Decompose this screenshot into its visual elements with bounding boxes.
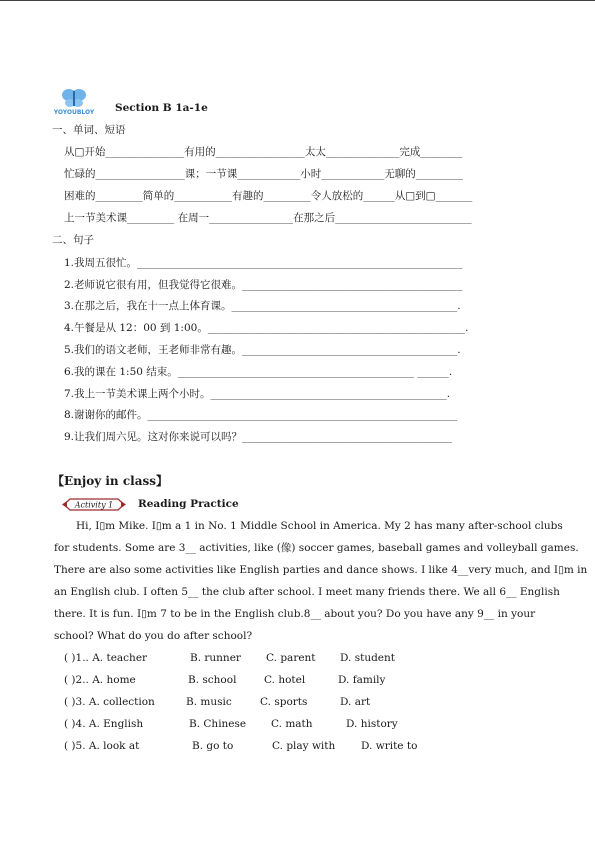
passage-line: There are also some activities like English parties and dance shows. I like 4__very much, and I▯m in — [54, 564, 588, 576]
option-c: C. sports — [260, 696, 308, 708]
top-border-line — [0, 0, 595, 1]
sentence-row: 9.让我们周六见。这对你来说可以吗？________________________________________ — [64, 431, 453, 443]
sentence-row: 4.午餐是从 12：00 到 1:00。_________________________________________________. — [64, 322, 469, 334]
option-b: B. music — [186, 696, 232, 708]
vocab-row: 从□开始_______________有用的_________________太太______________完成________ — [64, 146, 463, 158]
question-item-3: ( )3. A. collection — [64, 696, 155, 708]
sentence-row: 6.我的课在 1:50 结束。_____________________________________________ ______. — [64, 366, 453, 378]
butterfly-logo-icon — [54, 86, 94, 116]
part1-heading: 一、单词、短语 — [52, 124, 126, 136]
sentence-row: 3.在那之后，我在十一点上体育课。___________________________________________. — [64, 300, 461, 312]
passage-line: for students. Some are 3__ activities, like (像) soccer games, baseball games and volleyball games. — [54, 542, 579, 554]
vocab-row: 忙碌的_________________课；一节课____________小时____________无聊的_________ — [64, 168, 463, 180]
option-c: C. play with — [272, 740, 336, 752]
passage-line: school? What do you do after school? — [54, 630, 253, 642]
vocab-row: 困难的_________简单的___________有趣的_________令人放松的______从□到□_______ — [64, 190, 473, 202]
activity-badge-label: Activity 1 — [74, 500, 114, 510]
sentence-row: 5.我们的语文老师，王老师非常有趣。_________________________________________. — [64, 344, 461, 356]
passage-line: an English club. I often 5__ the club after school. I meet many friends there. We all 6__ English — [54, 586, 560, 598]
question-item-4: ( )4. A. English — [64, 718, 144, 730]
option-b: B. go to — [192, 740, 234, 752]
sentence-row: 2.老师说它很有用，但我觉得它很难。__________________________________________ — [64, 279, 463, 291]
option-b: B. runner — [190, 652, 241, 664]
option-d: D. history — [346, 718, 398, 730]
section-title: Section B 1a-1e — [115, 102, 208, 114]
option-c: C. hotel — [264, 674, 306, 686]
logo-text: YOYOUBLOY — [54, 109, 94, 116]
option-d: D. student — [340, 652, 396, 664]
reading-practice-title: Reading Practice — [138, 498, 239, 510]
option-d: D. family — [338, 674, 386, 686]
question-item-5: ( )5. A. look at — [64, 740, 140, 752]
sentence-row: 1.我周五很忙。______________________________________________________________ — [64, 257, 463, 269]
option-c: C. parent — [266, 652, 316, 664]
option-d: D. write to — [361, 740, 418, 752]
passage-line: there. It is fun. I▯m 7 to be in the English club.8__ about you? Do you have any 9__ in your — [54, 608, 536, 620]
option-c: C. math — [271, 718, 313, 730]
vocab-row: 上一节美术课_________ 在周一________________在那之后__________________________ — [64, 212, 472, 224]
sentence-row: 8.谢谢你的邮件。___________________________________________________________ — [64, 409, 458, 421]
option-b: B. Chinese — [189, 718, 247, 730]
sentence-row: 7.我上一节美术课上两个小时。_____________________________________________. — [64, 388, 451, 400]
part2-heading: 二、句子 — [52, 234, 94, 246]
option-d: D. art — [340, 696, 371, 708]
passage-line: Hi, I▯m Mike. I▯m a 1 in No. 1 Middle School in America. My 2 has many after-school clubs — [76, 520, 563, 532]
activity-badge — [62, 497, 126, 512]
enjoy-heading: 【Enjoy in class】 — [52, 474, 168, 488]
question-item-2: ( )2.. A. home — [64, 674, 136, 686]
question-item-1: ( )1.. A. teacher — [64, 652, 148, 664]
option-b: B. school — [188, 674, 237, 686]
